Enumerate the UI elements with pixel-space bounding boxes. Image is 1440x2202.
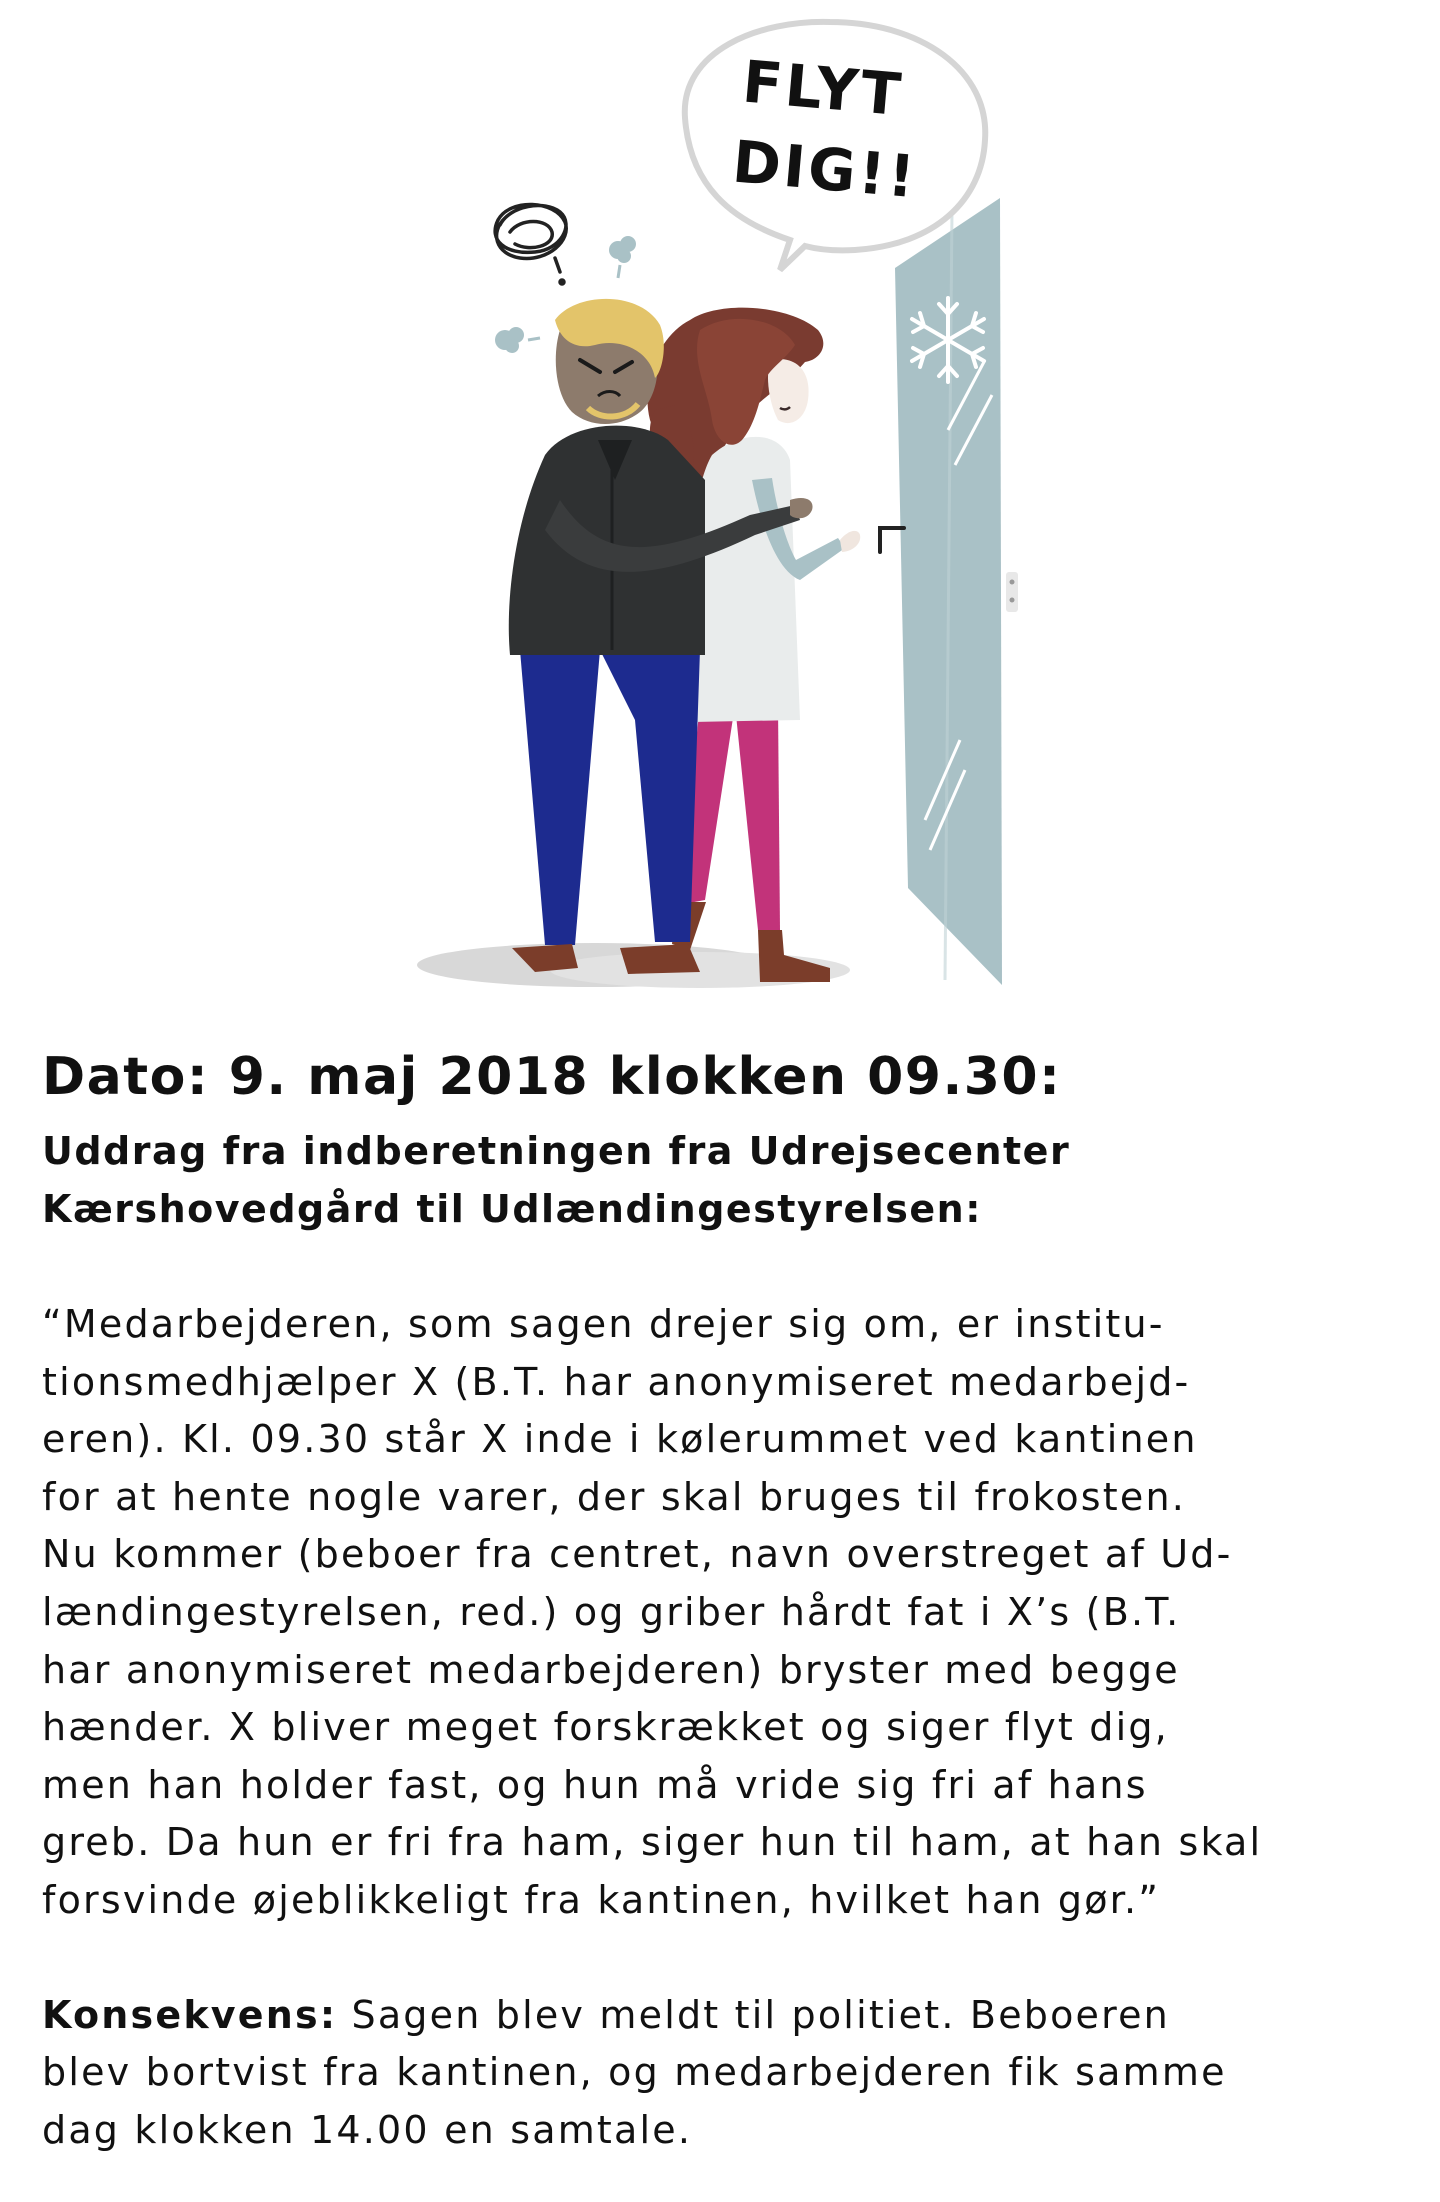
speech-bubble [685,22,985,270]
quote-line: hænder. X bliver meget forskrækket og siger flyt dig, [42,1705,1169,1750]
subheading-line: Uddrag fra indberetningen fra Udrejsecenter [42,1129,1071,1173]
quote-line: greb. Da hun er fri fra ham, siger hun til ham, at han skal [42,1820,1263,1865]
subheading-line: Kærshovedgård til Udlændingestyrelsen: [42,1187,982,1231]
quote-line: Nu kommer (beboer fra centret, navn overstreget af Ud- [42,1532,1233,1577]
illustration [0,0,1440,1010]
quote-line: men han holder fast, og hun må vride sig fri af hans [42,1762,1148,1807]
report-quote [42,1296,1422,1930]
quote-line: for at hente nogle varer, der skal bruges til frokosten. [42,1474,1187,1519]
article-text [42,1040,1422,2159]
quote-line: “Medarbejderen, som sagen drejer sig om, er institu- [42,1302,1165,1346]
date-heading: Dato: 9. maj 2018 klokken 09.30: [42,1047,1062,1107]
consequence-line: Sagen blev meldt til politiet. Beboeren [337,1992,1170,2037]
speech-bubble-line-2: DIG!! [729,127,921,212]
report-subheading [42,1122,1422,1238]
quote-line: lændingestyrelsen, red.) og griber hårdt fat i X’s (B.T. [42,1589,1181,1634]
quote-line: tionsmedhjælper X (B.T. har anonymiseret medarbejd- [42,1359,1191,1404]
consequence-label: Konsekvens: [42,1992,338,2037]
quote-line: eren). Kl. 09.30 står X inde i kølerummet ved kantinen [42,1417,1198,1462]
anger-scribble-icon [495,204,566,284]
illustration-svg [0,0,1440,1010]
cold-room-door [880,198,1018,985]
consequence-line: blev bortvist fra kantinen, og medarbejderen fik samme [42,2050,1227,2095]
quote-line: har anonymiseret medarbejderen) bryster med begge [42,1647,1180,1692]
consequence-line: dag klokken 14.00 en samtale. [42,2107,693,2152]
quote-line: forsvinde øjeblikkeligt fra kantinen, hvilket han gør.” [42,1877,1161,1922]
speech-bubble-line-1: FLYT [739,47,907,130]
consequence-paragraph [42,1987,1422,2160]
